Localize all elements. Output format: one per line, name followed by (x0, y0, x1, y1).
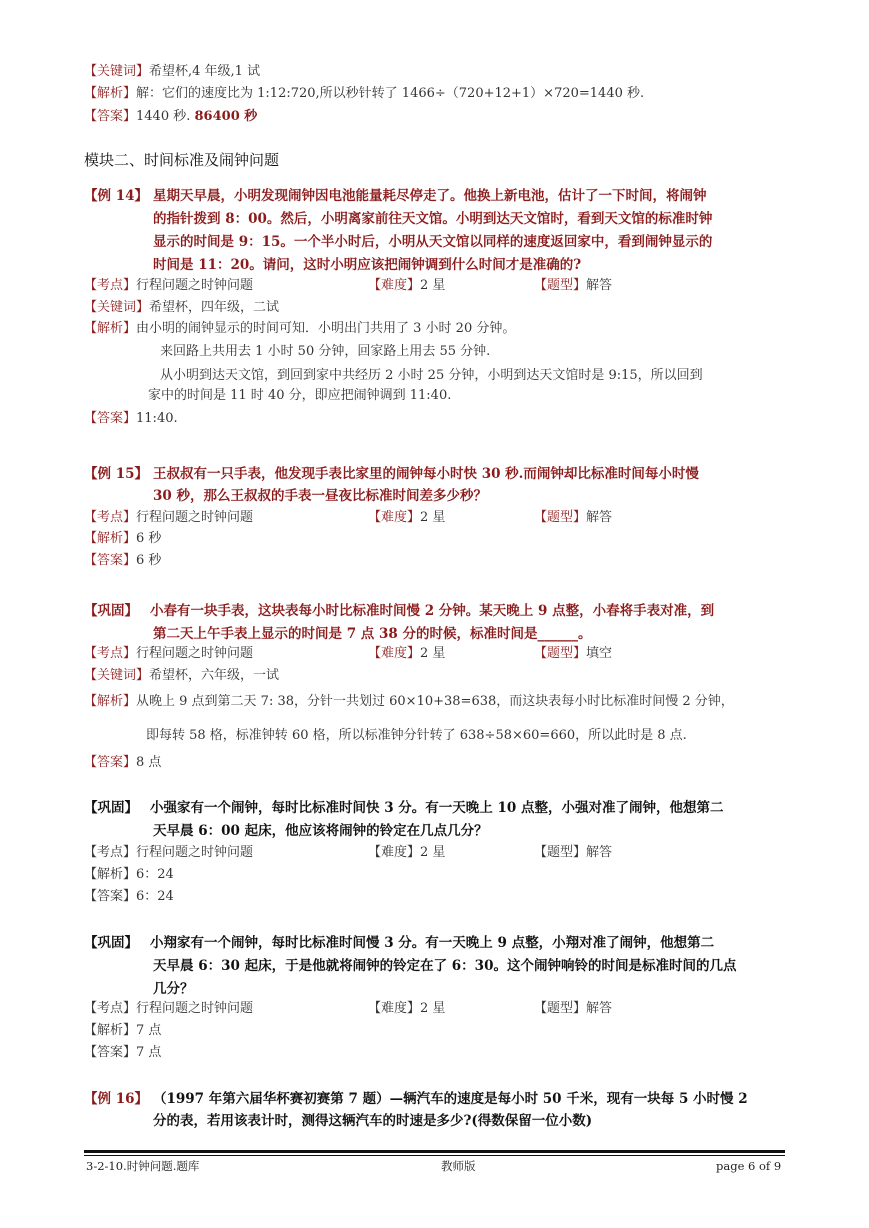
ex15-meta-line (84, 508, 253, 528)
ex14-analysis-line: 从小明到达天文馆，到回到家中共经历 2 小时 25 分钟，小明到达天文馆时是 9:15，所以回到 (160, 368, 703, 383)
analysis-tag: 【解析】 (84, 531, 137, 546)
gg1-type (534, 644, 612, 664)
tixing-tag: 【题型】 (534, 1001, 587, 1016)
keywords-text: 希望杯,4 年级,1 试 (149, 64, 261, 79)
ex15-question-line: 王叔叔有一只手表，他发现手表比家里的闹钟每小时快 30 秒.而闹钟却比标准时间每小时慢 (153, 466, 699, 482)
gg3-question-line: 几分？ (153, 981, 194, 997)
ex14-tag: 【例 14】 (84, 188, 148, 204)
ex14-keywords-line (84, 298, 279, 318)
ex14-question-line: 时间是 11：20。请问，这时小明应该把闹钟调到什么时间才是准确的? (153, 257, 582, 273)
nandu-text: 2 星 (420, 278, 446, 293)
analysis-tag: 【解析】 (84, 1023, 137, 1038)
tixing-text: 解答 (586, 845, 613, 860)
gg1-difficulty (368, 644, 445, 664)
top-keywords-line (84, 62, 260, 82)
gg1-analysis-line: 即每转 58 格，标准钟转 60 格，所以标准钟分针转了 638÷58×60=660，所以此时是 8 点. (146, 728, 687, 743)
gg2-type (534, 843, 612, 863)
analysis-text: 6 秒 (136, 531, 162, 546)
ex16-question-line: 分的表，若用该表计时，测得这辆汽车的时速是多少?(得数保留一位小数) (153, 1113, 593, 1129)
nandu-tag: 【难度】 (368, 278, 421, 293)
tixing-text: 解答 (586, 510, 613, 525)
gg3-question-line: 天早晨 6：30 起床，于是他就将闹钟的铃定在了 6：30。这个闹钟响铃的时间是标准时间的几点 (153, 958, 737, 974)
analysis-tag: 【解析】 (84, 694, 137, 709)
kaodian-tag: 【考点】 (84, 1001, 137, 1016)
top-answer-line (84, 107, 257, 127)
keywords-text: 希望杯，六年级，一试 (149, 668, 280, 683)
keywords-tag: 【关键词】 (84, 300, 150, 315)
gg3-answer-line (84, 1043, 161, 1063)
answer-text: 6 秒 (136, 553, 162, 568)
footer-left: 3-2-10.时钟问题.题库 (86, 1159, 200, 1173)
kaodian-tag: 【考点】 (84, 845, 137, 860)
gg1-meta-line (84, 644, 253, 664)
answer-text: 8 点 (136, 755, 162, 770)
answer-tag: 【答案】 (84, 411, 137, 426)
footer-center: 教师版 (441, 1159, 476, 1173)
analysis-text: 由小明的闹钟显示的时间可知．小明出门共用了 3 小时 20 分钟。 (136, 321, 516, 336)
answer-tag: 【答案】 (84, 1045, 137, 1060)
gg3-analysis-line (84, 1021, 161, 1041)
gg1-analysis-line (84, 692, 734, 712)
answer-tag: 【答案】 (84, 755, 137, 770)
gg3-difficulty (368, 999, 445, 1019)
answer-text: 6：24 (136, 889, 174, 904)
gg3-type (534, 999, 612, 1019)
kaodian-text: 行程问题之时钟问题 (136, 646, 254, 661)
footer-rule-thin (84, 1155, 785, 1156)
analysis-tag: 【解析】 (84, 867, 137, 882)
module-heading: 模块二、时间标准及闹钟问题 (84, 151, 280, 169)
gg1-question-line: 第二天上午手表上显示的时间是 7 点 38 分的时候，标准时间是______。 (153, 626, 592, 642)
kaodian-text: 行程问题之时钟问题 (136, 278, 254, 293)
ex14-question-line: 的指针拨到 8：00。然后，小明离家前往天文馆。小明到达天文馆时，看到天文馆的标准时钟 (153, 211, 713, 227)
nandu-text: 2 星 (420, 510, 446, 525)
analysis-text: 6：24 (136, 867, 174, 882)
answer-text: 11:40. (136, 411, 178, 426)
ex14-meta-line (84, 276, 253, 296)
kaodian-text: 行程问题之时钟问题 (136, 845, 254, 860)
tixing-tag: 【题型】 (534, 278, 587, 293)
gg2-question-line: 小强家有一个闹钟，每时比标准时间快 3 分。有一天晚上 10 点整，小强对准了闹钟，他想第二 (150, 800, 724, 816)
ex16-tag: 【例 16】 (84, 1091, 148, 1107)
ex15-tag: 【例 15】 (84, 466, 148, 482)
ex15-analysis-line (84, 529, 161, 549)
gg1-answer-line (84, 753, 161, 773)
nandu-tag: 【难度】 (368, 1001, 421, 1016)
gg3-question-line: 小翔家有一个闹钟，每时比标准时间慢 3 分。有一天晚上 9 点整，小翔对准了闹钟，他想第二 (150, 935, 715, 951)
ex15-answer-line (84, 551, 161, 571)
ex14-question-line: 星期天早晨，小明发现闹钟因电池能量耗尽停走了。他换上新电池，估计了一下时间，将闹钟 (153, 188, 707, 204)
ex14-analysis-line: 来回路上共用去 1 小时 50 分钟，回家路上用去 55 分钟. (160, 344, 491, 359)
ex14-question-line: 显示的时间是 9：15。一个半小时后，小明从天文馆以同样的速度返回家中，看到闹钟显示的 (153, 234, 713, 250)
answer-bold-text: 86400 秒 (194, 109, 258, 124)
footer-page-number: page 6 of 9 (716, 1159, 782, 1173)
gg1-keywords-line (84, 666, 279, 686)
ex15-difficulty (368, 508, 445, 528)
keywords-text: 希望杯，四年级，二试 (149, 300, 280, 315)
tixing-tag: 【题型】 (534, 510, 587, 525)
ex15-question-line: 30 秒，那么王叔叔的手表一昼夜比标准时间差多少秒？ (153, 488, 487, 504)
kaodian-tag: 【考点】 (84, 278, 137, 293)
gg2-answer-line (84, 887, 174, 907)
nandu-text: 2 星 (420, 1001, 446, 1016)
answer-tag: 【答案】 (84, 109, 137, 124)
answer-tag: 【答案】 (84, 889, 137, 904)
ex14-analysis-line (84, 319, 515, 339)
ex15-type (534, 508, 612, 528)
answer-text: 7 点 (136, 1045, 162, 1060)
analysis-text: 解：它们的速度比为 1:12:720,所以秒针转了 1466÷（720+12+1）×720=1440 秒. (136, 86, 645, 101)
gg3-tag: 【巩固】 (84, 935, 138, 951)
nandu-text: 2 星 (420, 845, 446, 860)
gg1-tag: 【巩固】 (84, 603, 138, 619)
analysis-tag: 【解析】 (84, 86, 137, 101)
tixing-text: 填空 (586, 646, 613, 661)
gg2-analysis-line (84, 865, 174, 885)
tixing-text: 解答 (586, 1001, 613, 1016)
keywords-tag: 【关键词】 (84, 668, 150, 683)
gg3-meta-line (84, 999, 253, 1019)
ex14-answer-line (84, 409, 178, 429)
nandu-tag: 【难度】 (368, 845, 421, 860)
tixing-text: 解答 (586, 278, 613, 293)
answer-tag: 【答案】 (84, 553, 137, 568)
gg1-question-line: 小春有一块手表，这块表每小时比标准时间慢 2 分钟。某天晚上 9 点整，小春将手表对准，到 (150, 603, 715, 619)
footer-rule (84, 1150, 785, 1153)
gg2-meta-line (84, 843, 253, 863)
analysis-text: 7 点 (136, 1023, 162, 1038)
ex16-question-line: （1997 年第六届华杯赛初赛第 7 题）—辆汽车的速度是每小时 50 千米，现有一块每 5 小时慢 2 (153, 1091, 748, 1107)
kaodian-text: 行程问题之时钟问题 (136, 1001, 254, 1016)
top-analysis-line (84, 84, 644, 104)
nandu-tag: 【难度】 (368, 646, 421, 661)
gg2-tag: 【巩固】 (84, 800, 138, 816)
nandu-tag: 【难度】 (368, 510, 421, 525)
gg2-question-line: 天早晨 6：00 起床，他应该将闹钟的铃定在几点几分？ (153, 823, 488, 839)
tixing-tag: 【题型】 (534, 646, 587, 661)
keywords-tag: 【关键词】 (84, 64, 150, 79)
ex14-difficulty (368, 276, 445, 296)
analysis-text: 从晚上 9 点到第二天 7: 38，分针一共划过 60×10+38=638，而这块表每小时比标准时间慢 2 分钟， (136, 694, 734, 709)
kaodian-tag: 【考点】 (84, 646, 137, 661)
tixing-tag: 【题型】 (534, 845, 587, 860)
nandu-text: 2 星 (420, 646, 446, 661)
gg2-difficulty (368, 843, 445, 863)
ex14-type (534, 276, 612, 296)
kaodian-tag: 【考点】 (84, 510, 137, 525)
ex14-analysis-line: 家中的时间是 11 时 40 分，即应把闹钟调到 11:40. (148, 388, 452, 403)
analysis-tag: 【解析】 (84, 321, 137, 336)
answer-text: 1440 秒. (136, 109, 191, 124)
kaodian-text: 行程问题之时钟问题 (136, 510, 254, 525)
